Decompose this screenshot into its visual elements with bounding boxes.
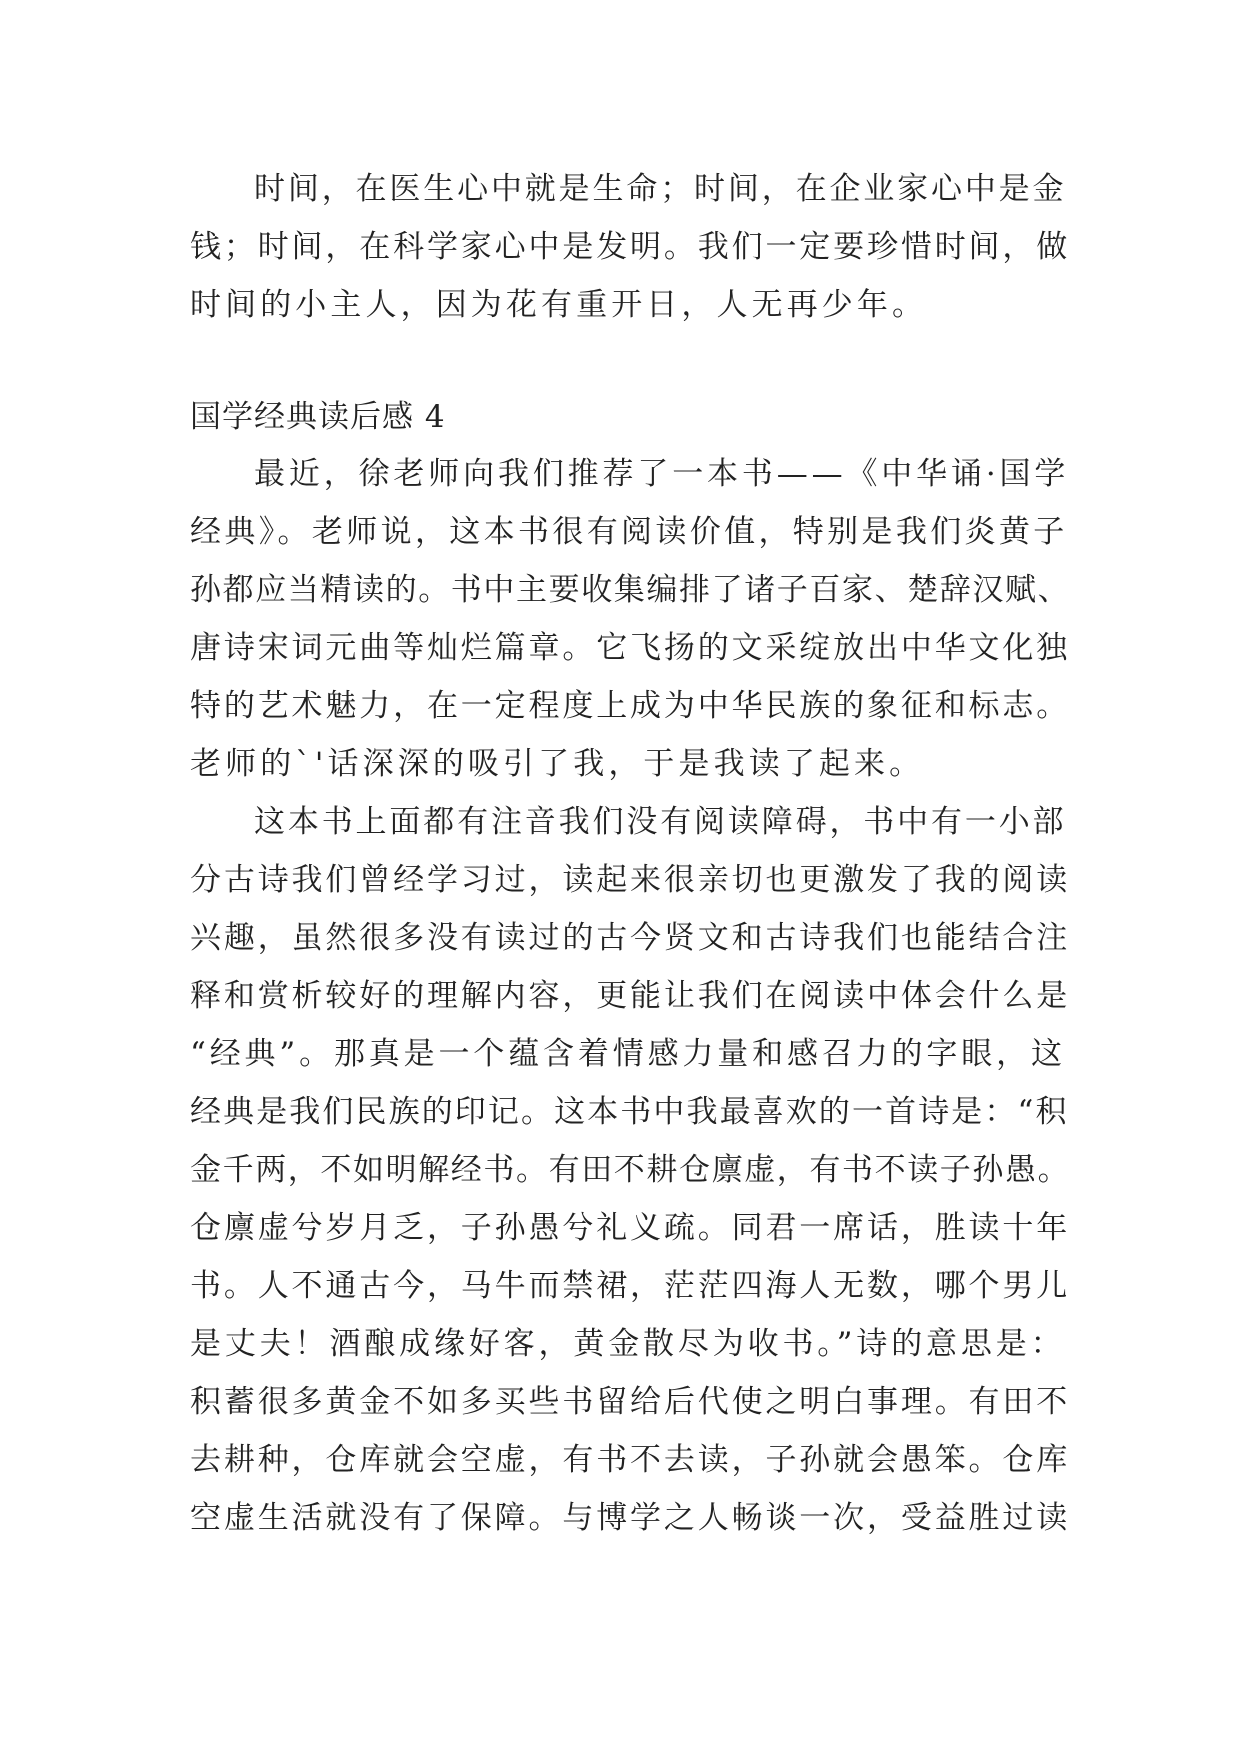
paragraph-3-line-9: 书。人不通古今，马牛而禁裙，茫茫四海人无数，哪个男儿	[190, 1268, 1071, 1304]
paragraph-3-line-2: 分古诗我们曾经学习过，读起来很亲切也更激发了我的阅读	[190, 862, 1071, 898]
paragraph-3-line-12: 去耕种，仓库就会空虚，有书不去读，子孙就会愚笨。仓库	[190, 1442, 1071, 1478]
paragraph-2-line-3: 孙都应当精读的。书中主要收集编排了诸子百家、楚辞汉赋、	[190, 572, 1071, 608]
paragraph-2-line-6: 老师的`'话深深的吸引了我，于是我读了起来。	[190, 746, 925, 782]
paragraph-1-line-1: 时间，在医生心中就是生命；时间，在企业家心中是金	[254, 171, 1067, 207]
paragraph-3-line-6: 经典是我们民族的印记。这本书中我最喜欢的一首诗是：“积	[190, 1094, 1069, 1130]
paragraph-3-line-3: 兴趣，虽然很多没有读过的古今贤文和古诗我们也能结合注	[190, 920, 1071, 956]
paragraph-2-line-5: 特的艺术魅力，在一定程度上成为中华民族的象征和标志。	[190, 688, 1071, 724]
paragraph-3-line-1: 这本书上面都有注音我们没有阅读障碍，书中有一小部	[254, 804, 1067, 840]
paragraph-3-line-8: 仓廪虚兮岁月乏，子孙愚兮礼义疏。同君一席话，胜读十年	[190, 1210, 1071, 1246]
paragraph-2-line-4: 唐诗宋词元曲等灿烂篇章。它飞扬的文采绽放出中华文化独	[190, 630, 1071, 666]
paragraph-3-line-11: 积蓄很多黄金不如多买些书留给后代使之明白事理。有田不	[190, 1384, 1071, 1420]
paragraph-1-line-2: 钱；时间，在科学家心中是发明。我们一定要珍惜时间，做	[190, 229, 1071, 265]
paragraph-1-line-3: 时间的小主人，因为花有重开日，人无再少年。	[190, 287, 928, 323]
paragraph-3-line-10: 是丈夫！酒酿成缘好客，黄金散尽为收书。”诗的意思是：	[190, 1326, 1066, 1362]
paragraph-2-line-2: 经典》。老师说，这本书很有阅读价值，特别是我们炎黄子	[190, 514, 1068, 550]
paragraph-3-line-13: 空虚生活就没有了保障。与博学之人畅谈一次，受益胜过读	[190, 1500, 1071, 1536]
paragraph-3-line-4: 释和赏析较好的理解内容，更能让我们在阅读中体会什么是	[190, 978, 1071, 1014]
section-heading: 国学经典读后感 4	[190, 399, 446, 435]
paragraph-2-line-1: 最近，徐老师向我们推荐了一本书——《中华诵·国学	[254, 456, 1070, 492]
paragraph-3-line-5: “经典”。那真是一个蕴含着情感力量和感召力的字眼，这	[190, 1036, 1066, 1072]
paragraph-3-line-7: 金千两，不如明解经书。有田不耕仓廪虚，有书不读子孙愚。	[190, 1152, 1071, 1188]
